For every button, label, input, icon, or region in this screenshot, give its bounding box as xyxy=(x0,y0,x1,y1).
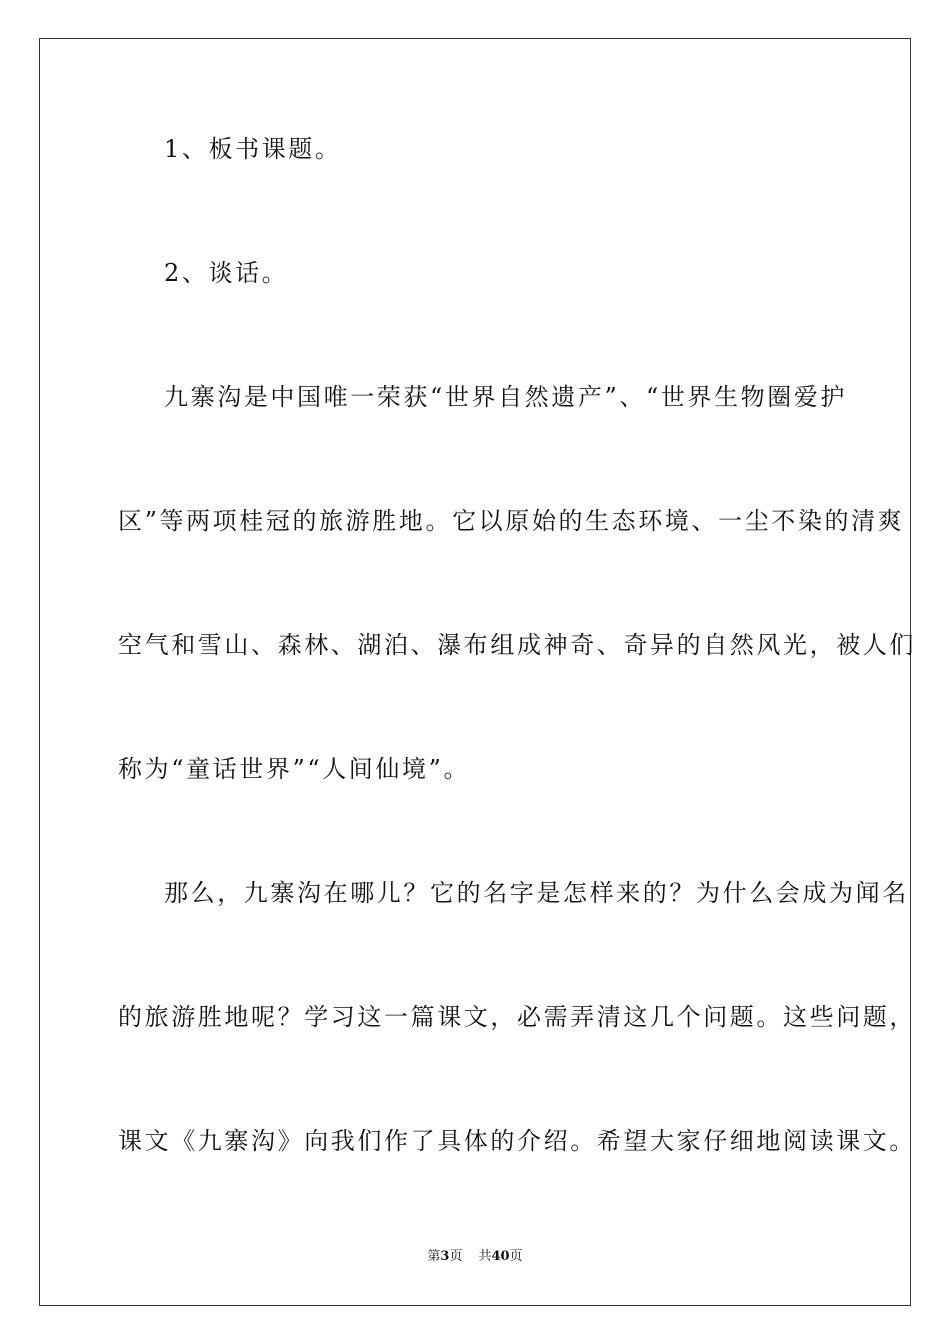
paragraph-line: 那么，九寨沟在哪儿？它的名字是怎样来的？为什么会成为闻名 xyxy=(164,879,909,907)
paragraph-line: 空气和雪山、森林、湖泊、瀑布组成神奇、奇异的自然风光，被人们 xyxy=(118,631,916,659)
total-suffix: 页 xyxy=(509,1249,523,1264)
paragraph-line: 区”等两项桂冠的旅游胜地。它以原始的生态环境、一尘不染的清爽 xyxy=(118,507,905,535)
paragraph-line: 称为“童话世界”“人间仙境”。 xyxy=(118,755,471,783)
paragraph-line: 1、板书课题。 xyxy=(164,135,342,163)
paragraph-line: 课文《九寨沟》向我们作了具体的介绍。希望大家仔细地阅读课文。 xyxy=(118,1127,916,1155)
total-pages-number: 40 xyxy=(491,1249,510,1264)
page-prefix: 第 xyxy=(427,1249,441,1264)
paragraph-line: 九寨沟是中国唯一荣获“世界自然遗产”、“世界生物圈爱护 xyxy=(164,383,848,411)
current-page-number: 3 xyxy=(440,1249,450,1264)
page-suffix: 页 xyxy=(449,1249,463,1264)
paragraph-line: 2、谈话。 xyxy=(164,259,289,287)
total-prefix: 共 xyxy=(478,1249,492,1264)
page-footer xyxy=(0,1248,950,1266)
page-border xyxy=(39,38,911,1306)
paragraph-line: 的旅游胜地呢？学习这一篇课文，必需弄清这几个问题。这些问题， xyxy=(118,1003,916,1031)
